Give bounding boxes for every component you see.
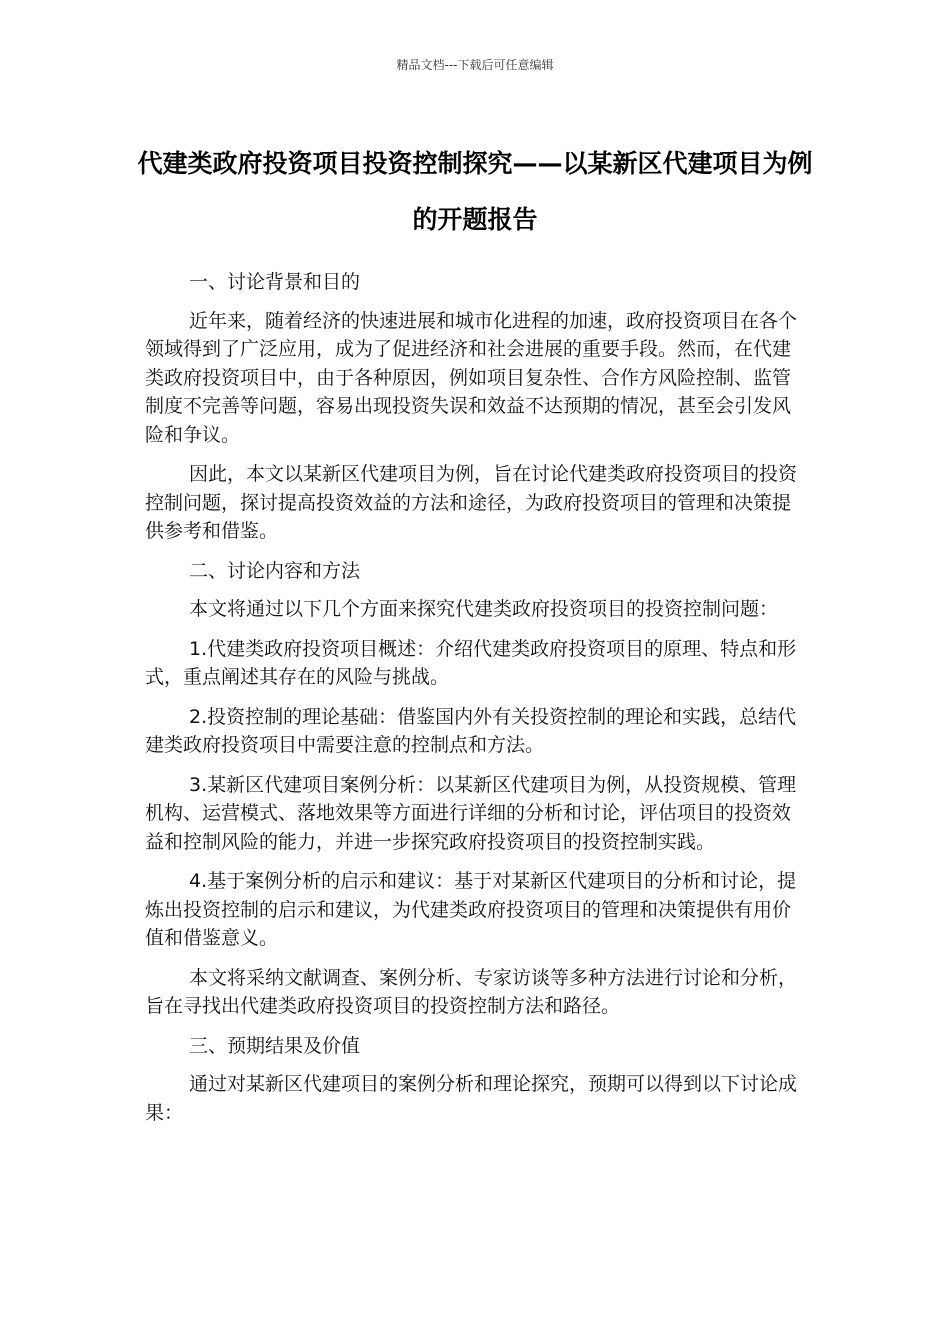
paragraph-methods: 本文将采纳文献调查、案例分析、专家访谈等多种方法进行讨论和分析，旨在寻找出代建类政府投资项目的投资控制方法和路径。 — [145, 966, 798, 1017]
list-item-case-analysis: 3.某新区代建项目案例分析：以某新区代建项目为例，从投资规模、管理机构、运营模式、落地效果等方面进行详细的分析和讨论，评估项目的投资效益和控制风险的能力，并进一步探究政府投资项目的投资控制实践。 — [145, 773, 797, 853]
list-item-overview: 1.代建类政府投资项目概述：介绍代建类政府投资项目的原理、特点和形式，重点阐述其存在的风险与挑战。 — [145, 637, 797, 688]
list-item-theory: 2.投资控制的理论基础：借鉴国内外有关投资控制的理论和实践，总结代建类政府投资项目中需要注意的控制点和方法。 — [145, 705, 797, 756]
section-heading-content-methods: 二、讨论内容和方法 — [189, 559, 361, 582]
page-header: 精品文档---下载后可任意编辑 — [396, 58, 554, 72]
section-heading-background: 一、讨论背景和目的 — [189, 271, 361, 293]
section-heading-expected-results: 三、预期结果及价值 — [189, 1034, 361, 1057]
document-title: 代建类政府投资项目投资控制探究——以某新区代建项目为例的开题报告 — [137, 149, 813, 234]
paragraph-background-1: 近年来，随着经济的快速进展和城市化进程的加速，政府投资项目在各个领域得到了广泛应用，成为了促进经济和社会进展的重要手段。然而，在代建类政府投资项目中，由于各种原因，例如项目复杂性、合作方风险控制、监管制度不完善等问题，容易出现投资失误和效益不达预期的情况，甚至会引发风险和争议。 — [145, 309, 798, 446]
paragraph-content-intro: 本文将通过以下几个方面来探究代建类政府投资项目的投资控制问题： — [189, 598, 779, 620]
paragraph-background-2: 因此，本文以某新区代建项目为例，旨在讨论代建类政府投资项目的投资控制问题，探讨提高投资效益的方法和途径，为政府投资项目的管理和决策提供参考和借鉴。 — [145, 463, 798, 542]
list-item-recommendations: 4.基于案例分析的启示和建议：基于对某新区代建项目的分析和讨论，提炼出投资控制的启示和建议，为代建类政府投资项目的管理和决策提供有用价值和借鉴意义。 — [145, 870, 797, 949]
document-body — [145, 268, 800, 1138]
paragraph-expected-results: 通过对某新区代建项目的案例分析和理论探究，预期可以得到以下讨论成果： — [145, 1073, 798, 1124]
